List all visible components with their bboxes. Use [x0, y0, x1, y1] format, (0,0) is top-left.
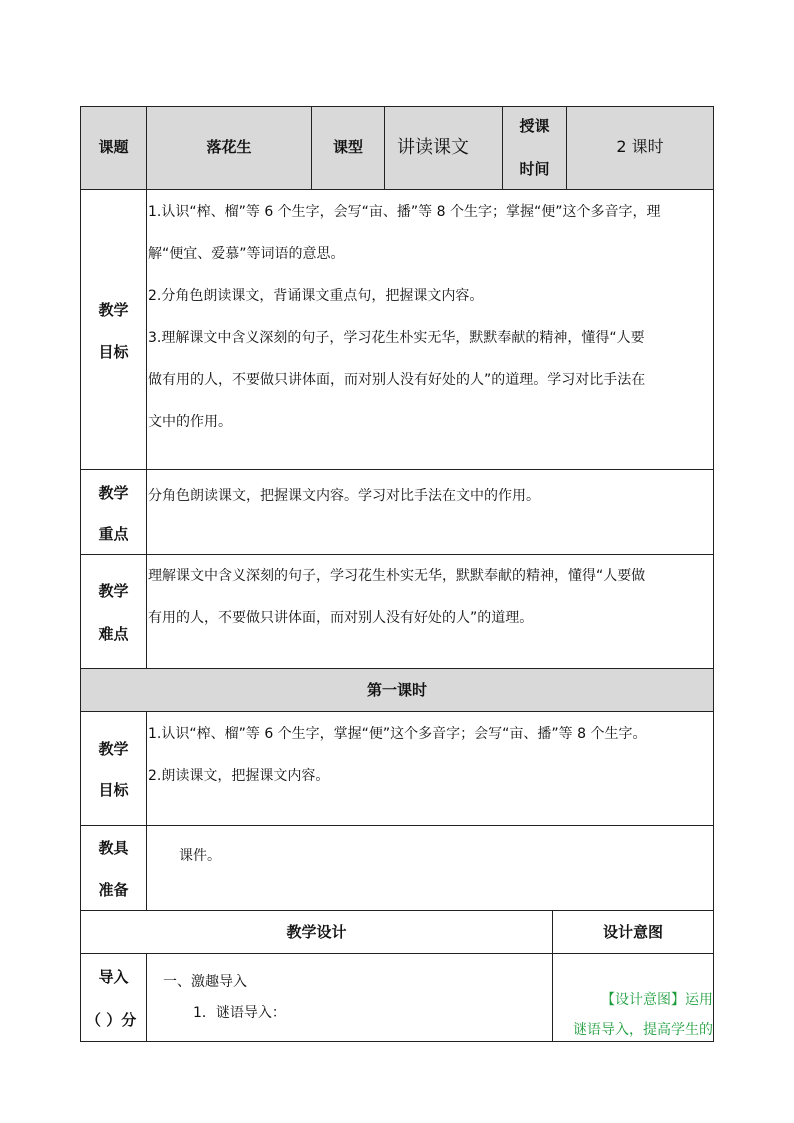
goals-text — [148, 191, 661, 443]
topic-value: 落花生 — [206, 138, 252, 156]
design-col1-header: 教学设计 — [286, 923, 347, 941]
difficulty-line: 有用的人，不要做只讲体面，而对别人没有好处的人”的道理。 — [148, 610, 534, 626]
goals-line: 3.理解课文中含义深刻的句子，学习花生朴实无华，默默奉献的精神，懂得“人要 — [148, 330, 645, 346]
difficulty-line: 理解课文中含义深刻的句子，学习花生朴实无华，默默奉献的精神，懂得“人要做 — [148, 568, 646, 584]
goals-label-line2: 目标 — [98, 343, 129, 361]
goals-line: 文中的作用。 — [148, 414, 232, 430]
intro-section-title: 一、激趣导入 — [163, 974, 247, 990]
goals-line: 2.分角色朗读课文，背诵课文重点句，把握课文内容。 — [148, 288, 484, 304]
lesson1-goals-line: 2.朗读课文，把握课文内容。 — [148, 768, 330, 784]
goals-line: 解“便宜、爱慕”等词语的意思。 — [148, 246, 345, 262]
difficulty-label-line1: 教学 — [98, 582, 129, 600]
difficulty-text — [148, 555, 645, 639]
goals-line: 1.认识“榨、榴”等 6 个生字，会写“亩、播”等 8 个生字；掌握“便”这个多音字，理 — [148, 204, 661, 220]
lesson1-title: 第一课时 — [366, 681, 427, 699]
prep-text: 课件。 — [179, 848, 221, 864]
intent-line2: 谜语导入，提高学生的 — [573, 1022, 713, 1038]
hours-value: 2 课时 — [616, 137, 664, 156]
prep-label-line2: 准备 — [98, 881, 129, 899]
lesson1-goals-label-line2: 目标 — [98, 781, 129, 799]
intro-label-line2: （ ）分 — [86, 1011, 137, 1029]
type-value: 讲读课文 — [397, 137, 469, 158]
intro-step1: 1．谜语导入： — [193, 1005, 286, 1021]
intent-line1: 【设计意图】运用 — [601, 992, 713, 1008]
difficulty-label-line2: 难点 — [98, 625, 129, 643]
type-label: 课型 — [332, 138, 363, 156]
time-label-line1: 授课 — [519, 117, 550, 135]
goals-label-line1: 教学 — [98, 301, 129, 319]
intro-label-line1: 导入 — [98, 968, 129, 986]
focus-text: 分角色朗读课文，把握课文内容。学习对比手法在文中的作用。 — [148, 488, 540, 504]
time-label-line2: 时间 — [519, 160, 550, 178]
lesson1-goals-label-line1: 教学 — [98, 740, 129, 758]
prep-label-line1: 教具 — [98, 839, 129, 857]
lesson1-goals-text — [148, 713, 647, 797]
goals-line: 做有用的人，不要做只讲体面，而对别人没有好处的人”的道理。学习对比手法在 — [148, 372, 646, 388]
focus-label-line1: 教学 — [98, 484, 129, 502]
lesson1-goals-line: 1.认识“榨、榴”等 6 个生字，掌握“便”这个多音字；会写“亩、播”等 8 个生字。 — [148, 726, 647, 742]
focus-label-line2: 重点 — [98, 525, 129, 543]
design-col2-header: 设计意图 — [602, 923, 663, 941]
topic-label: 课题 — [98, 138, 129, 156]
